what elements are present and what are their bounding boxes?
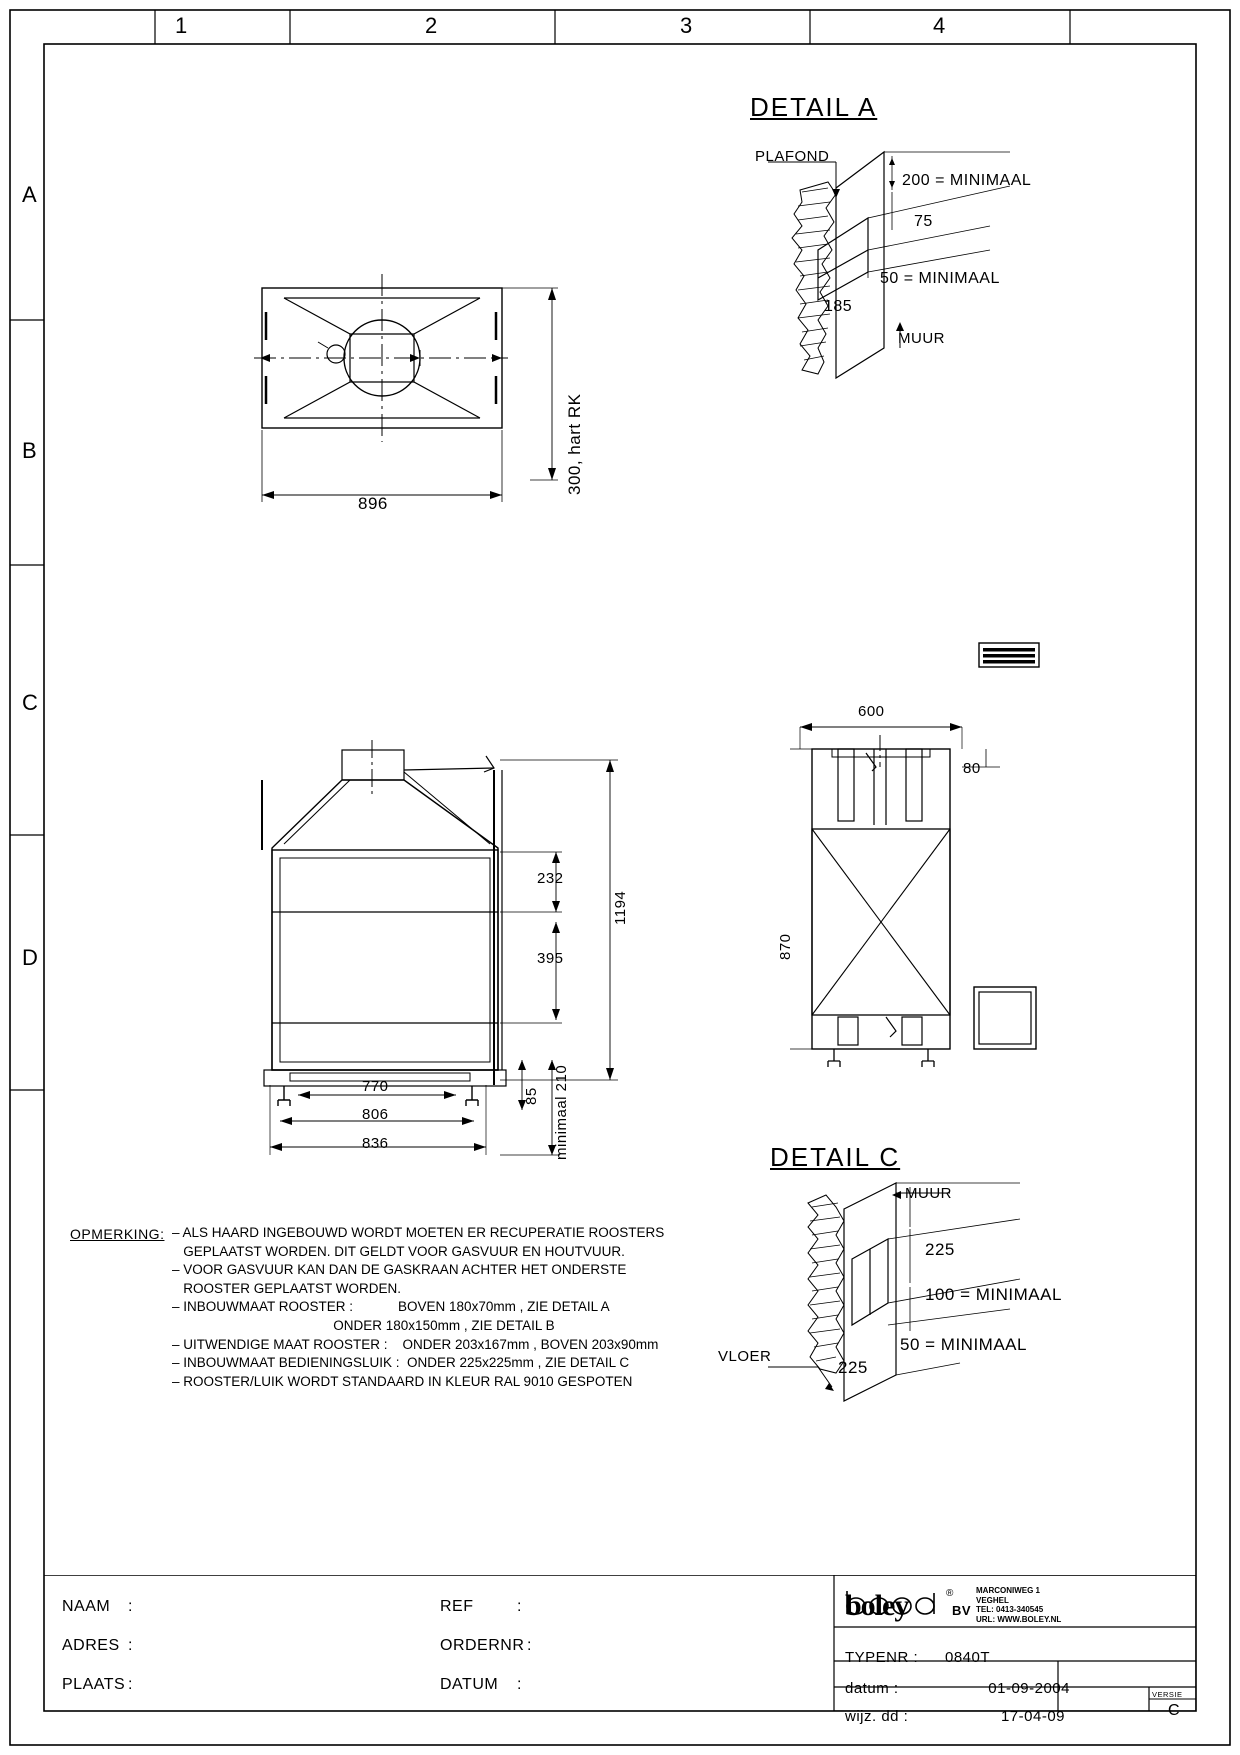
side-dim-600: 600 (858, 703, 885, 720)
field-ref-label: REF (440, 1598, 474, 1615)
detail-a-dim-third: 50 = MINIMAAL (880, 270, 1000, 287)
detail-a-muur-label: MUUR (898, 330, 945, 347)
front-dim-836: 836 (362, 1135, 389, 1152)
front-dim-1194: 1194 (612, 890, 629, 925)
typenr-value: 0840T (945, 1649, 991, 1666)
field-adres-label: ADRES (62, 1637, 120, 1654)
detail-a-title: DETAIL A (750, 92, 878, 122)
note-line-3: – VOOR GASVUUR KAN DAN DE GASKRAAN ACHTER HET ONDERSTE (172, 1262, 627, 1278)
detail-a-dim-inner: 185 (824, 298, 853, 315)
front-dim-85: 85 (523, 1087, 540, 1105)
field-plaats-label: PLAATS (62, 1676, 126, 1693)
grid-column-1: 1 (175, 13, 188, 38)
note-line-2: GEPLAATST WORDEN. DIT GELDT VOOR GASVUUR EN HOUTVUUR. (172, 1243, 625, 1259)
field-datum-colon: : (517, 1676, 522, 1693)
notes-list (172, 1224, 692, 1391)
note-line-4: ROOSTER GEPLAATST WORDEN. (172, 1280, 402, 1296)
front-dim-210: minimaal 210 (553, 1064, 570, 1160)
detail-c-dim-third: 50 = MINIMAAL (900, 1335, 1027, 1354)
grid-row-a: A (22, 182, 38, 207)
note-line-7: – UITWENDIGE MAAT ROOSTER : ONDER 203x167mm , BOVEN 203x90mm (172, 1336, 659, 1352)
front-dim-770: 770 (362, 1078, 389, 1095)
grid-row-c: C (22, 690, 39, 715)
typenr-label: TYPENR : (845, 1649, 919, 1666)
front-dim-232: 232 (537, 870, 564, 887)
detail-c-dim-bottom: 225 (838, 1358, 868, 1377)
grid-row-b: B (22, 438, 38, 463)
front-dim-806: 806 (362, 1106, 389, 1123)
logo-address-line-3: TEL: 0413-340545 (976, 1605, 1044, 1614)
logo-registered-mark: ® (946, 1588, 954, 1599)
logo-address-line-2: VEGHEL (976, 1595, 1009, 1605)
note-line-1: – ALS HAARD INGEBOUWD WORDT MOETEN ER RECUPERATIE ROOSTERS (172, 1225, 665, 1240)
detail-c-vloer-label: VLOER (718, 1348, 772, 1365)
grille-icon (978, 640, 1042, 672)
top-view-height-dim: 300, hart RK (565, 393, 584, 495)
detail-a-dim-second: 75 (914, 213, 933, 230)
detail-a-dim-top: 200 = MINIMAAL (902, 172, 1032, 189)
side-dim-870: 870 (777, 933, 794, 960)
front-dim-395: 395 (537, 950, 564, 967)
datum-label: datum : (845, 1680, 899, 1697)
versie-label: VERSIE (1152, 1690, 1183, 1699)
front-view-bottom-dimensions (250, 1085, 630, 1175)
detail-c-muur-label: MUUR (905, 1185, 952, 1202)
logo-address-line-4: URL: WWW.BOLEY.NL (976, 1614, 1062, 1624)
field-ordernr-colon: : (527, 1637, 532, 1654)
note-line-8: – INBOUWMAAT BEDIENINGSLUIK : ONDER 225x225mm , ZIE DETAIL C (172, 1355, 630, 1371)
detail-c-title: DETAIL C (770, 1142, 901, 1172)
grid-column-2: 2 (425, 13, 438, 38)
note-line-9: – ROOSTER/LUIK WORDT STANDAARD IN KLEUR RAL 9010 GESPOTEN (172, 1373, 633, 1389)
field-adres-colon: : (128, 1637, 133, 1654)
note-line-5: – INBOUWMAAT ROOSTER : BOVEN 180x70mm , ZIE DETAIL A (172, 1299, 610, 1315)
logo-address-line-1: MARCONIWEG 1 (976, 1586, 1040, 1595)
top-view-drawing (240, 270, 600, 530)
field-plaats-colon: : (128, 1676, 133, 1693)
detail-c-dim-first: 225 (925, 1240, 955, 1259)
notes-title: OPMERKING: (70, 1226, 165, 1242)
datum-value: 01-09-2004 (988, 1680, 1070, 1697)
top-view-width-dim: 896 (358, 494, 388, 513)
svg-text:boley: boley (845, 1589, 909, 1622)
grid-column-4: 4 (933, 13, 946, 38)
grid-column-3: 3 (680, 13, 693, 38)
logo-bv-label: BV (952, 1603, 972, 1618)
wijz-label: wijz. dd : (845, 1708, 909, 1725)
field-ordernr-label: ORDERNR (440, 1637, 525, 1654)
field-datum-label: DATUM (440, 1676, 499, 1693)
field-ref-colon: : (517, 1598, 522, 1615)
logo-address (976, 1586, 1061, 1624)
detail-a-plafond-label: PLAFOND (755, 148, 830, 165)
field-naam-colon: : (128, 1598, 133, 1615)
side-dim-80: 80 (963, 760, 981, 777)
versie-value: C (1168, 1702, 1181, 1719)
grid-row-d: D (22, 945, 39, 970)
note-line-6: ONDER 180x150mm , ZIE DETAIL B (172, 1317, 555, 1333)
wijz-value: 17-04-09 (1000, 1708, 1065, 1725)
detail-c-dim-second: 100 = MINIMAAL (925, 1285, 1062, 1304)
field-naam-label: NAAM (62, 1598, 111, 1615)
side-view-drawing (790, 705, 1070, 1105)
